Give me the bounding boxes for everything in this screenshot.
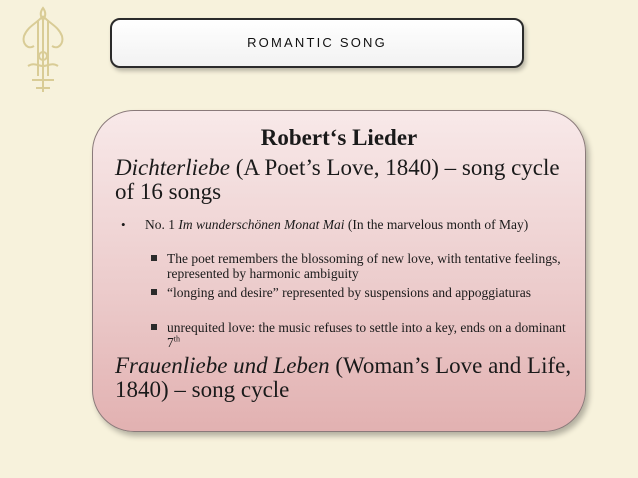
point-unrequited [167, 320, 567, 350]
content-box [92, 110, 586, 432]
square-bullet-icon [151, 255, 157, 261]
item-frauenliebe-desc: (Woman’s Love and Life, 1840) – song cycle [115, 353, 572, 402]
sub-item-no1 [145, 217, 565, 232]
item-dichterliebe [115, 156, 575, 204]
fleur-de-lis-ornament-icon [18, 6, 68, 98]
point-unrequited-text: unrequited love: the music refuses to settle into a key, ends on a dominant 7 [167, 320, 566, 350]
slide-title: ROMANTIC SONG [247, 35, 387, 50]
square-bullet-icon [151, 324, 157, 330]
item-dichterliebe-desc: (A Poet’s Love, 1840) – song cycle of 16 songs [115, 155, 560, 204]
item-frauenliebe [115, 354, 575, 402]
sub-item-no1-song: Im wunderschönen Monat Mai [178, 217, 345, 232]
bullet-dot: • [121, 217, 126, 232]
square-bullet-icon [151, 289, 157, 295]
point-longing: “longing and desire” represented by suspensions and appoggiaturas [167, 285, 532, 300]
sub-item-no1-suffix: (In the marvelous month of May) [344, 217, 529, 232]
point-unrequited-sup: th [173, 334, 180, 344]
sub-item-no1-prefix: No. 1 [145, 217, 179, 232]
item-dichterliebe-title: Dichterliebe [115, 155, 230, 180]
title-box [110, 18, 524, 68]
point-blossoming: The poet remembers the blossoming of new love, with tentative feelings, represented by harmonic ambiguity [167, 251, 561, 281]
content-heading: Robert‘s Lieder [260, 125, 418, 150]
item-frauenliebe-title: Frauenliebe und Leben [115, 353, 330, 378]
